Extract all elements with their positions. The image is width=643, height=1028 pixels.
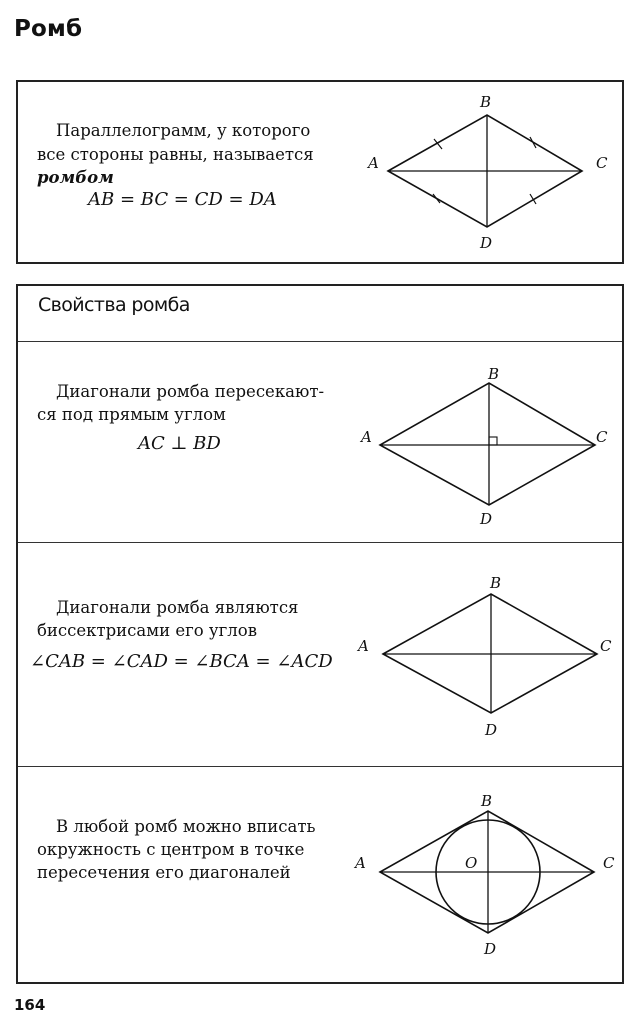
definition-line-2: все стороны равны, называется — [37, 145, 314, 164]
page-number: 164 — [14, 996, 46, 1014]
vertex-label-c: C — [596, 154, 608, 172]
property-2-formula: ∠CAB = ∠CAD = ∠BCA = ∠ACD — [30, 651, 333, 672]
definition-box — [16, 80, 624, 264]
property-1-line-1: Диагонали ромба пересекают- — [56, 382, 325, 401]
vertex-label-b: B — [490, 574, 502, 592]
property-1-line-2: ся под прямым углом — [37, 405, 226, 424]
vertex-label-b: B — [480, 93, 492, 111]
property-3-line-3: пересечения его диагоналей — [37, 863, 291, 882]
properties-box — [16, 284, 624, 984]
definition-formula: AB = BC = CD = DA — [88, 189, 277, 210]
vertex-label-a: A — [358, 637, 369, 655]
properties-heading: Свойства ромба — [38, 294, 190, 316]
vertex-label-d: D — [484, 940, 497, 958]
vertex-label-c: C — [596, 428, 608, 446]
center-label-o: O — [465, 854, 478, 872]
property-3-line-2: окружность с центром в точке — [37, 840, 305, 859]
rhombus-incircle-figure — [18, 286, 626, 986]
vertex-label-a: A — [355, 854, 366, 872]
vertex-label-d: D — [480, 234, 493, 252]
definition-term: ромбом — [37, 168, 114, 187]
definition-line-1: Параллелограмм, у которого — [56, 121, 311, 140]
property-2-line-2: биссектрисами его углов — [37, 621, 257, 640]
vertex-label-c: C — [603, 854, 615, 872]
vertex-label-b: B — [481, 792, 493, 810]
vertex-label-d: D — [485, 721, 498, 739]
page-title: Ромб — [14, 16, 83, 42]
vertex-label-a: A — [361, 428, 372, 446]
vertex-label-b: B — [488, 365, 500, 383]
property-1-formula: AC ⊥ BD — [138, 433, 221, 454]
vertex-label-d: D — [480, 510, 493, 528]
property-3-line-1: В любой ромб можно вписать — [56, 817, 316, 836]
rhombus-definition-figure — [18, 82, 626, 266]
property-2-line-1: Диагонали ромба являются — [56, 598, 299, 617]
vertex-label-a: A — [368, 154, 379, 172]
vertex-label-c: C — [600, 637, 612, 655]
